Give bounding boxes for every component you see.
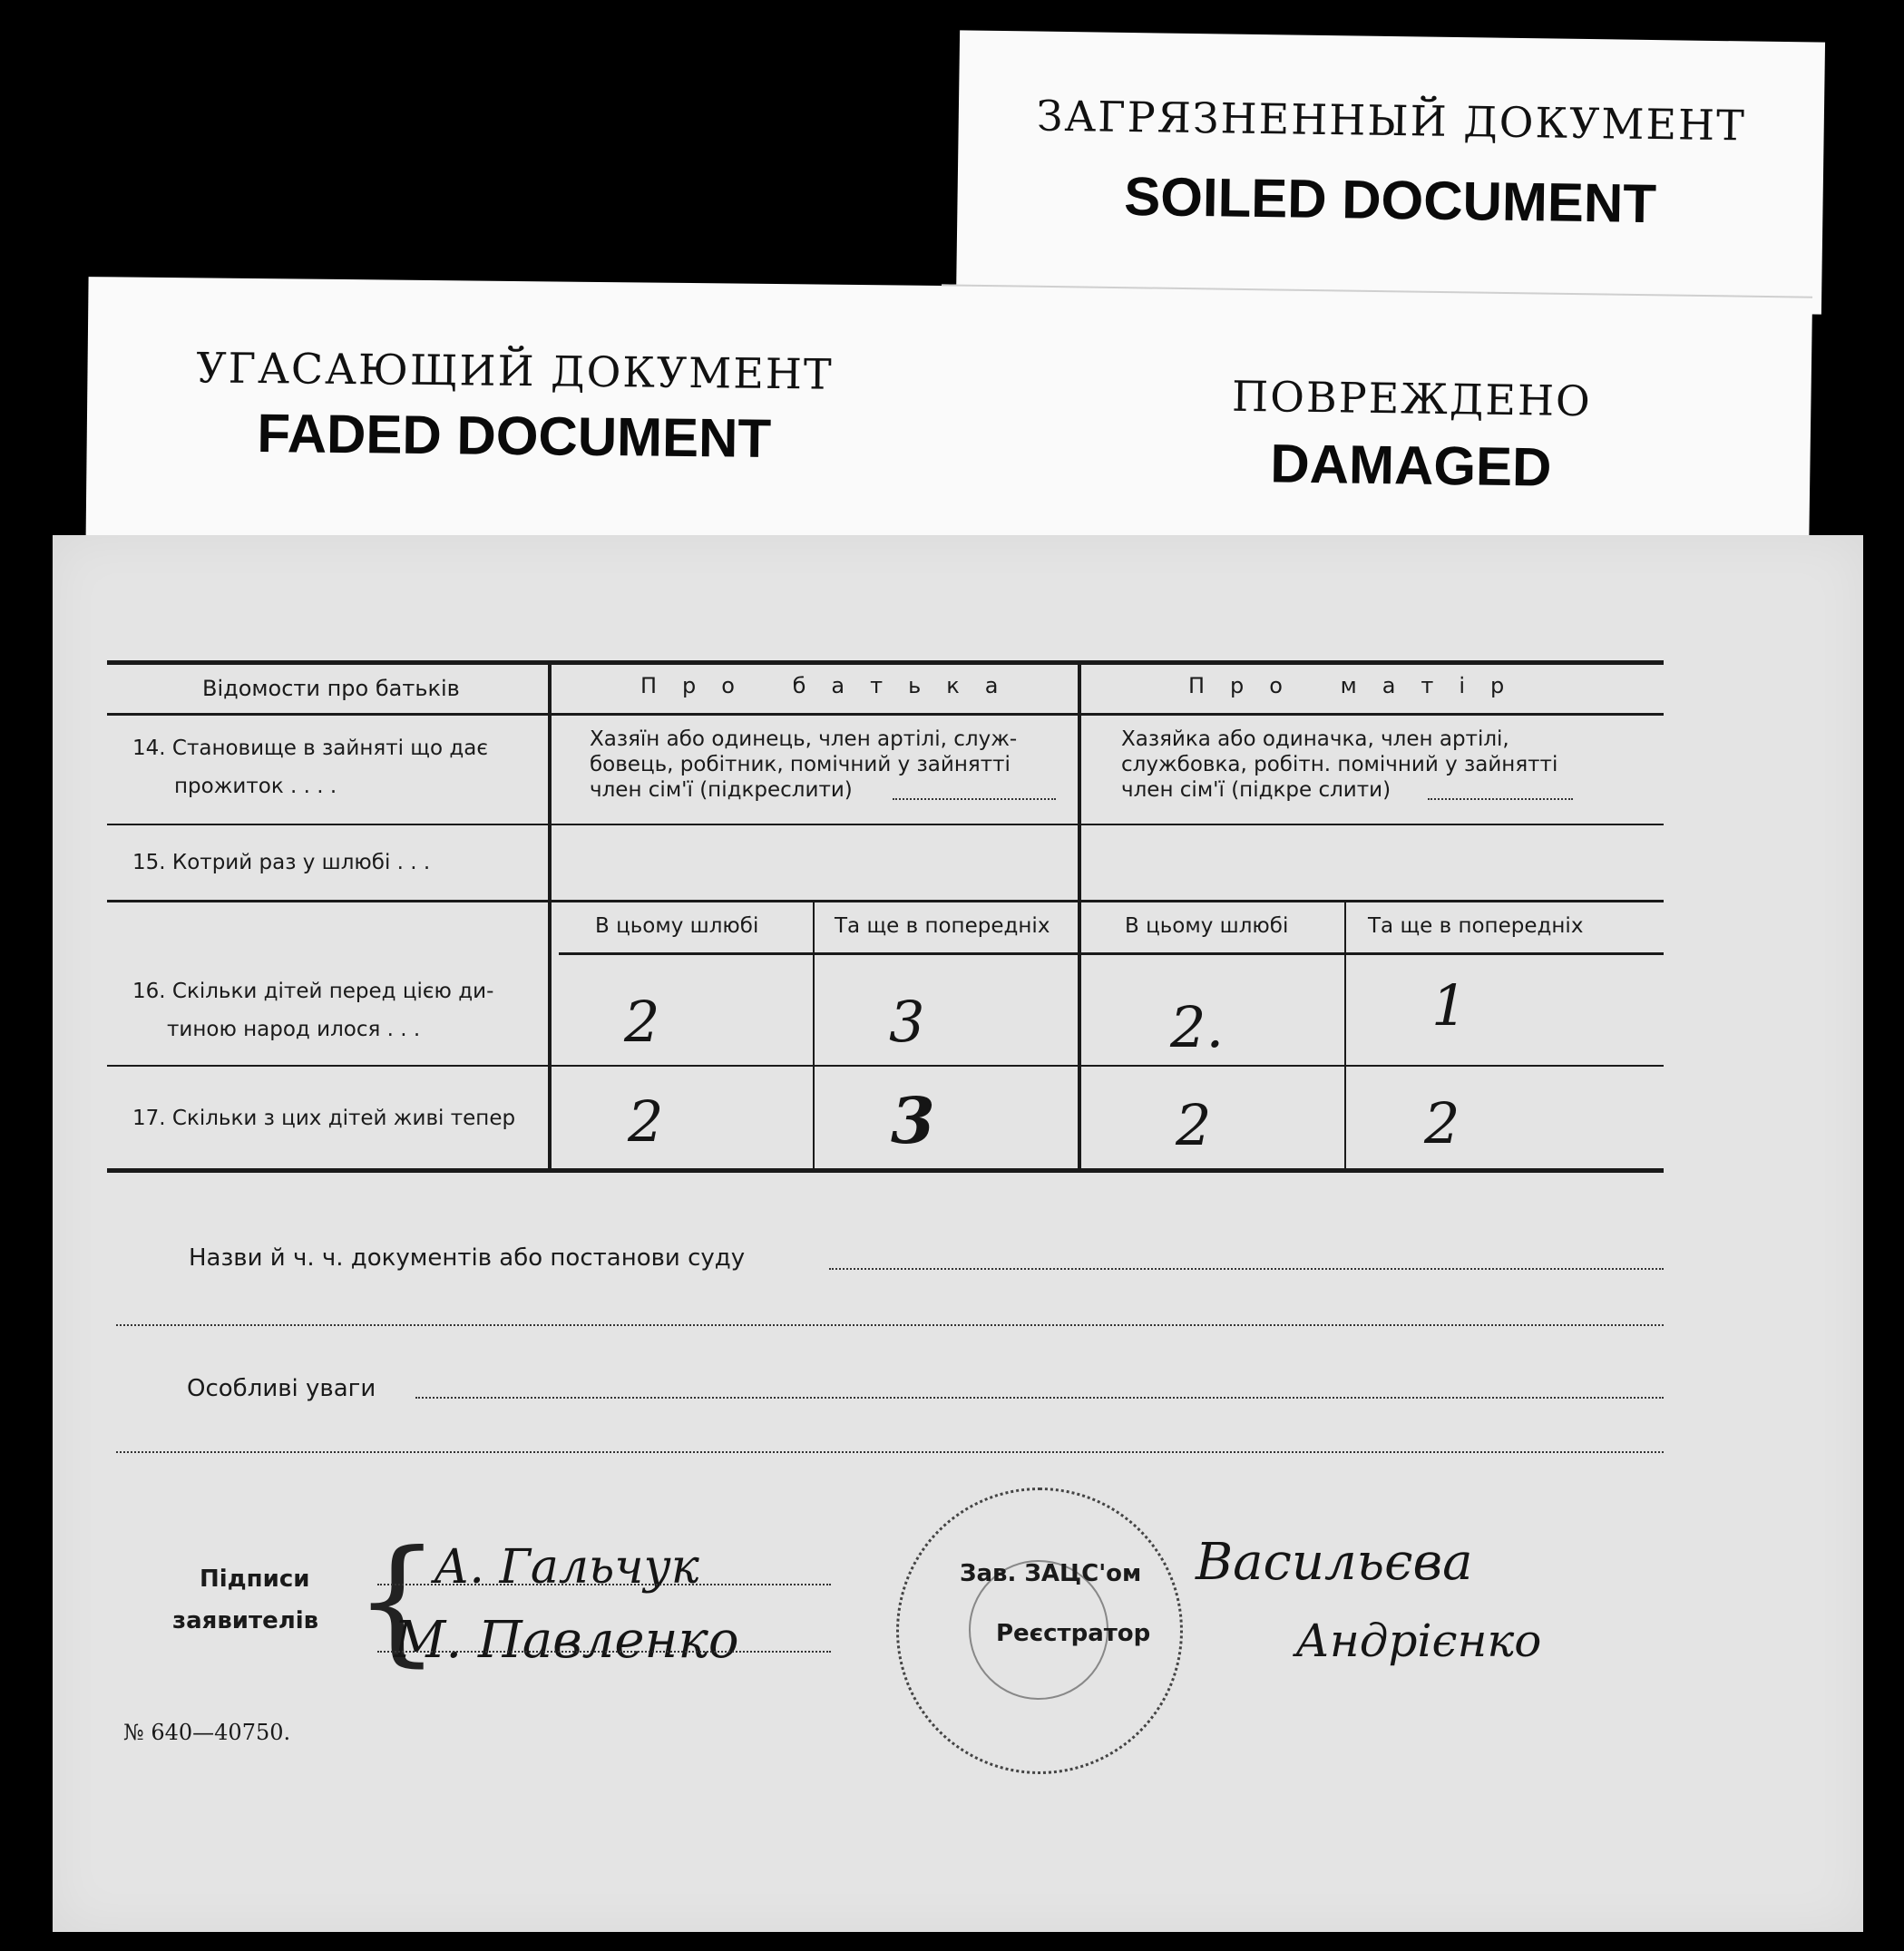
sub-mother-this: В цьому шлюбі [1125, 914, 1289, 938]
subheader-rule [559, 952, 1664, 955]
soiled-card-ru: ЗАГРЯЗНЕННЫЙ ДОКУМЕНТ [1036, 91, 1747, 151]
row15-label: 15. Котрий раз у шлюбі . . . [132, 851, 431, 874]
header-mother: Про матір [1188, 673, 1530, 698]
faded-card-en: FADED DOCUMENT [257, 403, 772, 469]
zags-signature: Васильєва [1196, 1533, 1473, 1592]
birth-record-form [53, 535, 1863, 1932]
signatures-brace: { [354, 1522, 441, 1680]
row14-mother-1: Хазяйка або одиначка, член артілі, [1121, 727, 1509, 751]
signature-2-line [377, 1651, 831, 1653]
signatures-label-2: заявителів [172, 1607, 319, 1634]
signature-2: М. Павленко [394, 1611, 739, 1670]
row16-mother-this: 2. [1170, 994, 1225, 1060]
row14-father-3: член сім'ї (підкреслити) [590, 778, 853, 802]
row14-mother-fill [1428, 798, 1573, 800]
table-bottom-rule [107, 1168, 1664, 1173]
remarks-line-1 [415, 1397, 1664, 1399]
row16-label-b: тиною народ илося . . . [167, 1018, 421, 1041]
damaged-card-en: DAMAGED [1269, 433, 1552, 498]
row14-father-fill [893, 798, 1056, 800]
row16-rule [107, 1065, 1664, 1067]
documents-line-1 [829, 1268, 1664, 1270]
signature-1-line [377, 1584, 831, 1585]
soiled-document-card [956, 30, 1825, 314]
sub-mother-prev: Та ще в попередніх [1368, 914, 1584, 938]
sub-father-this: В цьому шлюбі [595, 914, 759, 938]
header-parents-info: Відомости про батьків [202, 676, 460, 701]
col-divider-2 [1078, 660, 1081, 1173]
faded-document-card [85, 277, 942, 558]
col-divider-1 [548, 660, 552, 1173]
row14-father-1: Хазяїн або одинець, член артілі, служ- [590, 727, 1018, 751]
row16-father-this: 2 [624, 989, 660, 1055]
documents-line-2 [116, 1324, 1664, 1326]
signatures-label-1: Підписи [200, 1566, 310, 1593]
table-top-rule [107, 660, 1664, 665]
row16-father-prev: 3 [889, 989, 925, 1055]
damaged-document-card [938, 284, 1812, 570]
remarks-line-2 [116, 1451, 1664, 1453]
row14-rule [107, 824, 1664, 825]
row16-mother-prev: 1 [1431, 972, 1468, 1039]
registrar-label: Реєстратор [996, 1620, 1151, 1647]
row14-mother-3: член сім'ї (підкре слити) [1121, 778, 1391, 802]
header-father: Про батька [640, 673, 1024, 698]
form-number: № 640—40750. [123, 1720, 291, 1745]
signature-1: А. Гальчук [434, 1540, 699, 1595]
row14-label-a: 14. Становище в зайняті що дає [132, 737, 488, 760]
header-rule [107, 713, 1664, 716]
row17-label: 17. Скільки з цих дітей живі тепер [132, 1107, 516, 1130]
row14-label-b: прожиток . . . . [174, 775, 337, 798]
row14-mother-2: службовка, робітн. помічний у зайнятті [1121, 753, 1558, 776]
row16-label-a: 16. Скільки дітей перед цією ди- [132, 980, 494, 1003]
row15-rule [107, 900, 1664, 902]
row17-mother-this: 2 [1176, 1092, 1212, 1158]
col-divider-father-sub [813, 902, 815, 1173]
faded-card-ru: УГАСАЮЩИЙ ДОКУМЕНТ [196, 343, 834, 399]
zags-label: Зав. ЗАЦС'ом [960, 1560, 1142, 1587]
row17-father-this: 2 [628, 1088, 664, 1155]
sub-father-prev: Та ще в попередніх [835, 914, 1050, 938]
row17-mother-prev: 2 [1424, 1090, 1460, 1156]
documents-label: Назви й ч. ч. документів або постанови суду [189, 1244, 746, 1272]
row14-father-2: бовець, робітник, помічний у зайнятті [590, 753, 1011, 776]
soiled-card-en: SOILED DOCUMENT [1123, 165, 1657, 235]
remarks-label: Особливі уваги [187, 1375, 376, 1402]
damaged-card-ru: ПОВРЕЖДЕНО [1231, 371, 1593, 426]
row17-father-prev: 3 [891, 1083, 935, 1158]
col-divider-mother-sub [1344, 902, 1346, 1173]
registrar-signature: Андрієнко [1295, 1614, 1542, 1667]
